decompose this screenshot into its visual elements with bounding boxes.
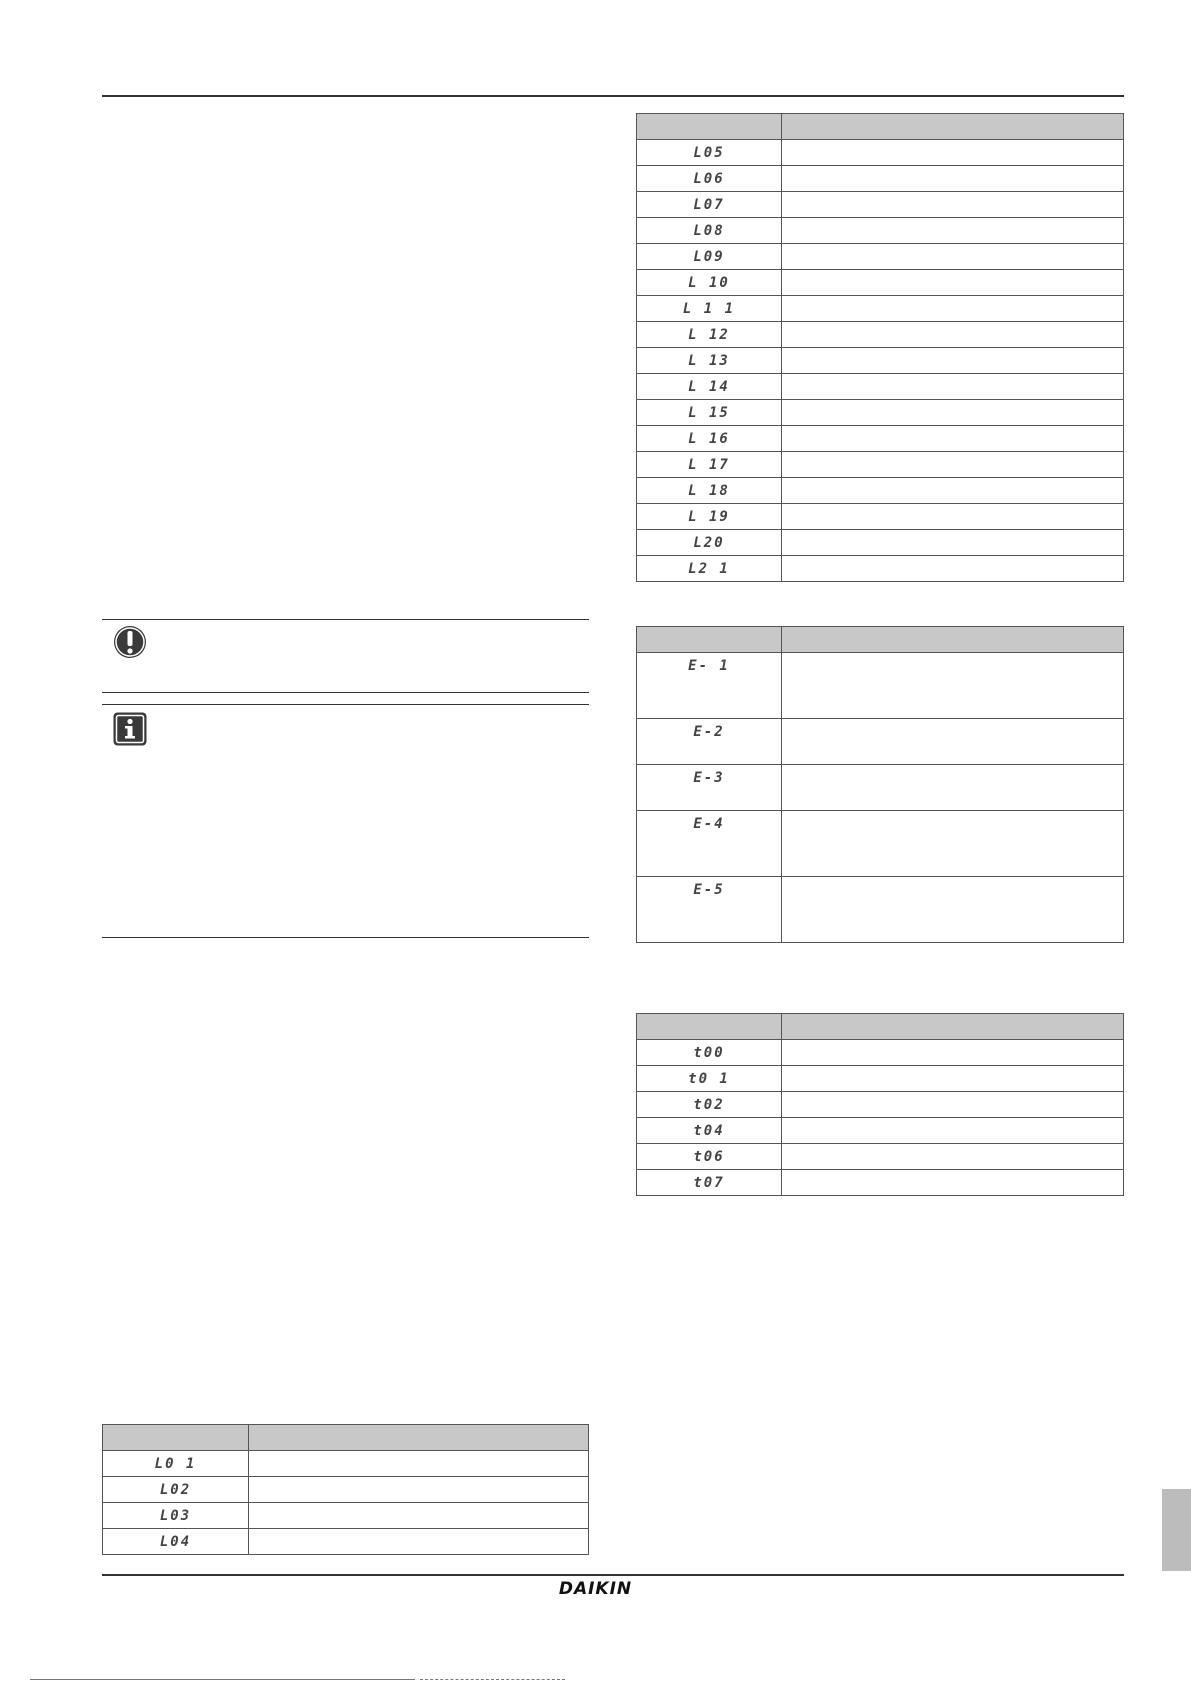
description-cell — [782, 322, 1124, 348]
header-rule — [102, 95, 1124, 97]
error-code: L 15 — [637, 400, 782, 426]
error-code: L05 — [637, 140, 782, 166]
error-code: L02 — [103, 1477, 249, 1503]
table-row — [637, 719, 1124, 765]
table-header-code — [637, 1014, 782, 1040]
description-cell — [782, 1066, 1124, 1092]
table-header-code — [637, 114, 782, 140]
error-code: t04 — [637, 1118, 782, 1144]
table-row — [637, 765, 1124, 811]
error-code: t00 — [637, 1040, 782, 1066]
error-code: L08 — [637, 218, 782, 244]
table-row — [637, 400, 1124, 426]
error-code: L0 1 — [103, 1451, 249, 1477]
l-codes-table-a — [102, 1424, 589, 1555]
description-cell — [782, 244, 1124, 270]
description-cell — [782, 504, 1124, 530]
table-row — [637, 1170, 1124, 1196]
table-header-description — [782, 114, 1124, 140]
description-cell — [782, 478, 1124, 504]
description-cell — [782, 877, 1124, 943]
table-row — [637, 504, 1124, 530]
table-row — [103, 1529, 589, 1555]
error-code: E-2 — [637, 719, 782, 765]
table-header-code — [103, 1425, 249, 1451]
table-row — [637, 877, 1124, 943]
error-code: L20 — [637, 530, 782, 556]
error-code: L 13 — [637, 348, 782, 374]
daikin-logo: DAIKIN — [558, 1579, 633, 1599]
table-row — [637, 270, 1124, 296]
table-row — [637, 1144, 1124, 1170]
description-cell — [782, 348, 1124, 374]
description-cell — [782, 1040, 1124, 1066]
description-cell — [249, 1477, 589, 1503]
description-cell — [782, 374, 1124, 400]
table-row — [637, 653, 1124, 719]
l-codes-table-b — [636, 113, 1124, 582]
info-icon — [112, 711, 148, 747]
description-cell — [249, 1503, 589, 1529]
error-code: L 10 — [637, 270, 782, 296]
description-cell — [249, 1451, 589, 1477]
error-code: t06 — [637, 1144, 782, 1170]
exclamation-icon — [112, 624, 148, 660]
description-cell — [249, 1529, 589, 1555]
description-cell — [782, 218, 1124, 244]
description-cell — [782, 530, 1124, 556]
error-code: L 14 — [637, 374, 782, 400]
description-cell — [782, 765, 1124, 811]
e-codes-table — [636, 626, 1124, 943]
description-cell — [782, 1092, 1124, 1118]
description-cell — [782, 426, 1124, 452]
table-row — [637, 556, 1124, 582]
description-cell — [782, 653, 1124, 719]
table-row — [637, 244, 1124, 270]
error-code: L 12 — [637, 322, 782, 348]
description-cell — [782, 140, 1124, 166]
table-header-code — [637, 627, 782, 653]
description-cell — [782, 296, 1124, 322]
table-row — [637, 296, 1124, 322]
chapter-tab — [1162, 1489, 1191, 1571]
error-code: E-4 — [637, 811, 782, 877]
table-row — [637, 1040, 1124, 1066]
description-cell — [782, 166, 1124, 192]
warning-note — [102, 619, 589, 693]
error-code: L09 — [637, 244, 782, 270]
table-header-description — [782, 627, 1124, 653]
description-cell — [782, 400, 1124, 426]
error-code: L04 — [103, 1529, 249, 1555]
description-cell — [782, 1118, 1124, 1144]
table-row — [103, 1451, 589, 1477]
description-cell — [782, 556, 1124, 582]
error-code: t02 — [637, 1092, 782, 1118]
table-row — [637, 374, 1124, 400]
footer-rule — [102, 1574, 1124, 1576]
error-code: E-3 — [637, 765, 782, 811]
description-cell — [782, 1170, 1124, 1196]
table-header-description — [249, 1425, 589, 1451]
error-code: L 16 — [637, 426, 782, 452]
table-row — [637, 478, 1124, 504]
table-header-description — [782, 1014, 1124, 1040]
table-row — [637, 348, 1124, 374]
description-cell — [782, 452, 1124, 478]
description-cell — [782, 811, 1124, 877]
table-row — [637, 452, 1124, 478]
info-note — [102, 704, 589, 938]
description-cell — [782, 192, 1124, 218]
description-cell — [782, 1144, 1124, 1170]
error-code: L 18 — [637, 478, 782, 504]
error-code: t0 1 — [637, 1066, 782, 1092]
table-row — [637, 811, 1124, 877]
error-code: L 17 — [637, 452, 782, 478]
table-row — [637, 192, 1124, 218]
t-codes-table — [636, 1013, 1124, 1196]
error-code: L 1 1 — [637, 296, 782, 322]
error-code: L06 — [637, 166, 782, 192]
footer-dash — [30, 1679, 415, 1681]
table-row — [637, 322, 1124, 348]
error-code: t07 — [637, 1170, 782, 1196]
error-code: E-5 — [637, 877, 782, 943]
error-code: E- 1 — [637, 653, 782, 719]
table-row — [637, 426, 1124, 452]
table-row — [103, 1503, 589, 1529]
error-code: L2 1 — [637, 556, 782, 582]
error-code: L03 — [103, 1503, 249, 1529]
description-cell — [782, 719, 1124, 765]
table-row — [637, 140, 1124, 166]
table-row — [637, 530, 1124, 556]
description-cell — [782, 270, 1124, 296]
table-row — [637, 218, 1124, 244]
footer-dash — [420, 1679, 565, 1681]
table-row — [637, 1118, 1124, 1144]
table-row — [637, 1066, 1124, 1092]
table-row — [103, 1477, 589, 1503]
table-row — [637, 166, 1124, 192]
error-code: L 19 — [637, 504, 782, 530]
table-row — [637, 1092, 1124, 1118]
error-code: L07 — [637, 192, 782, 218]
